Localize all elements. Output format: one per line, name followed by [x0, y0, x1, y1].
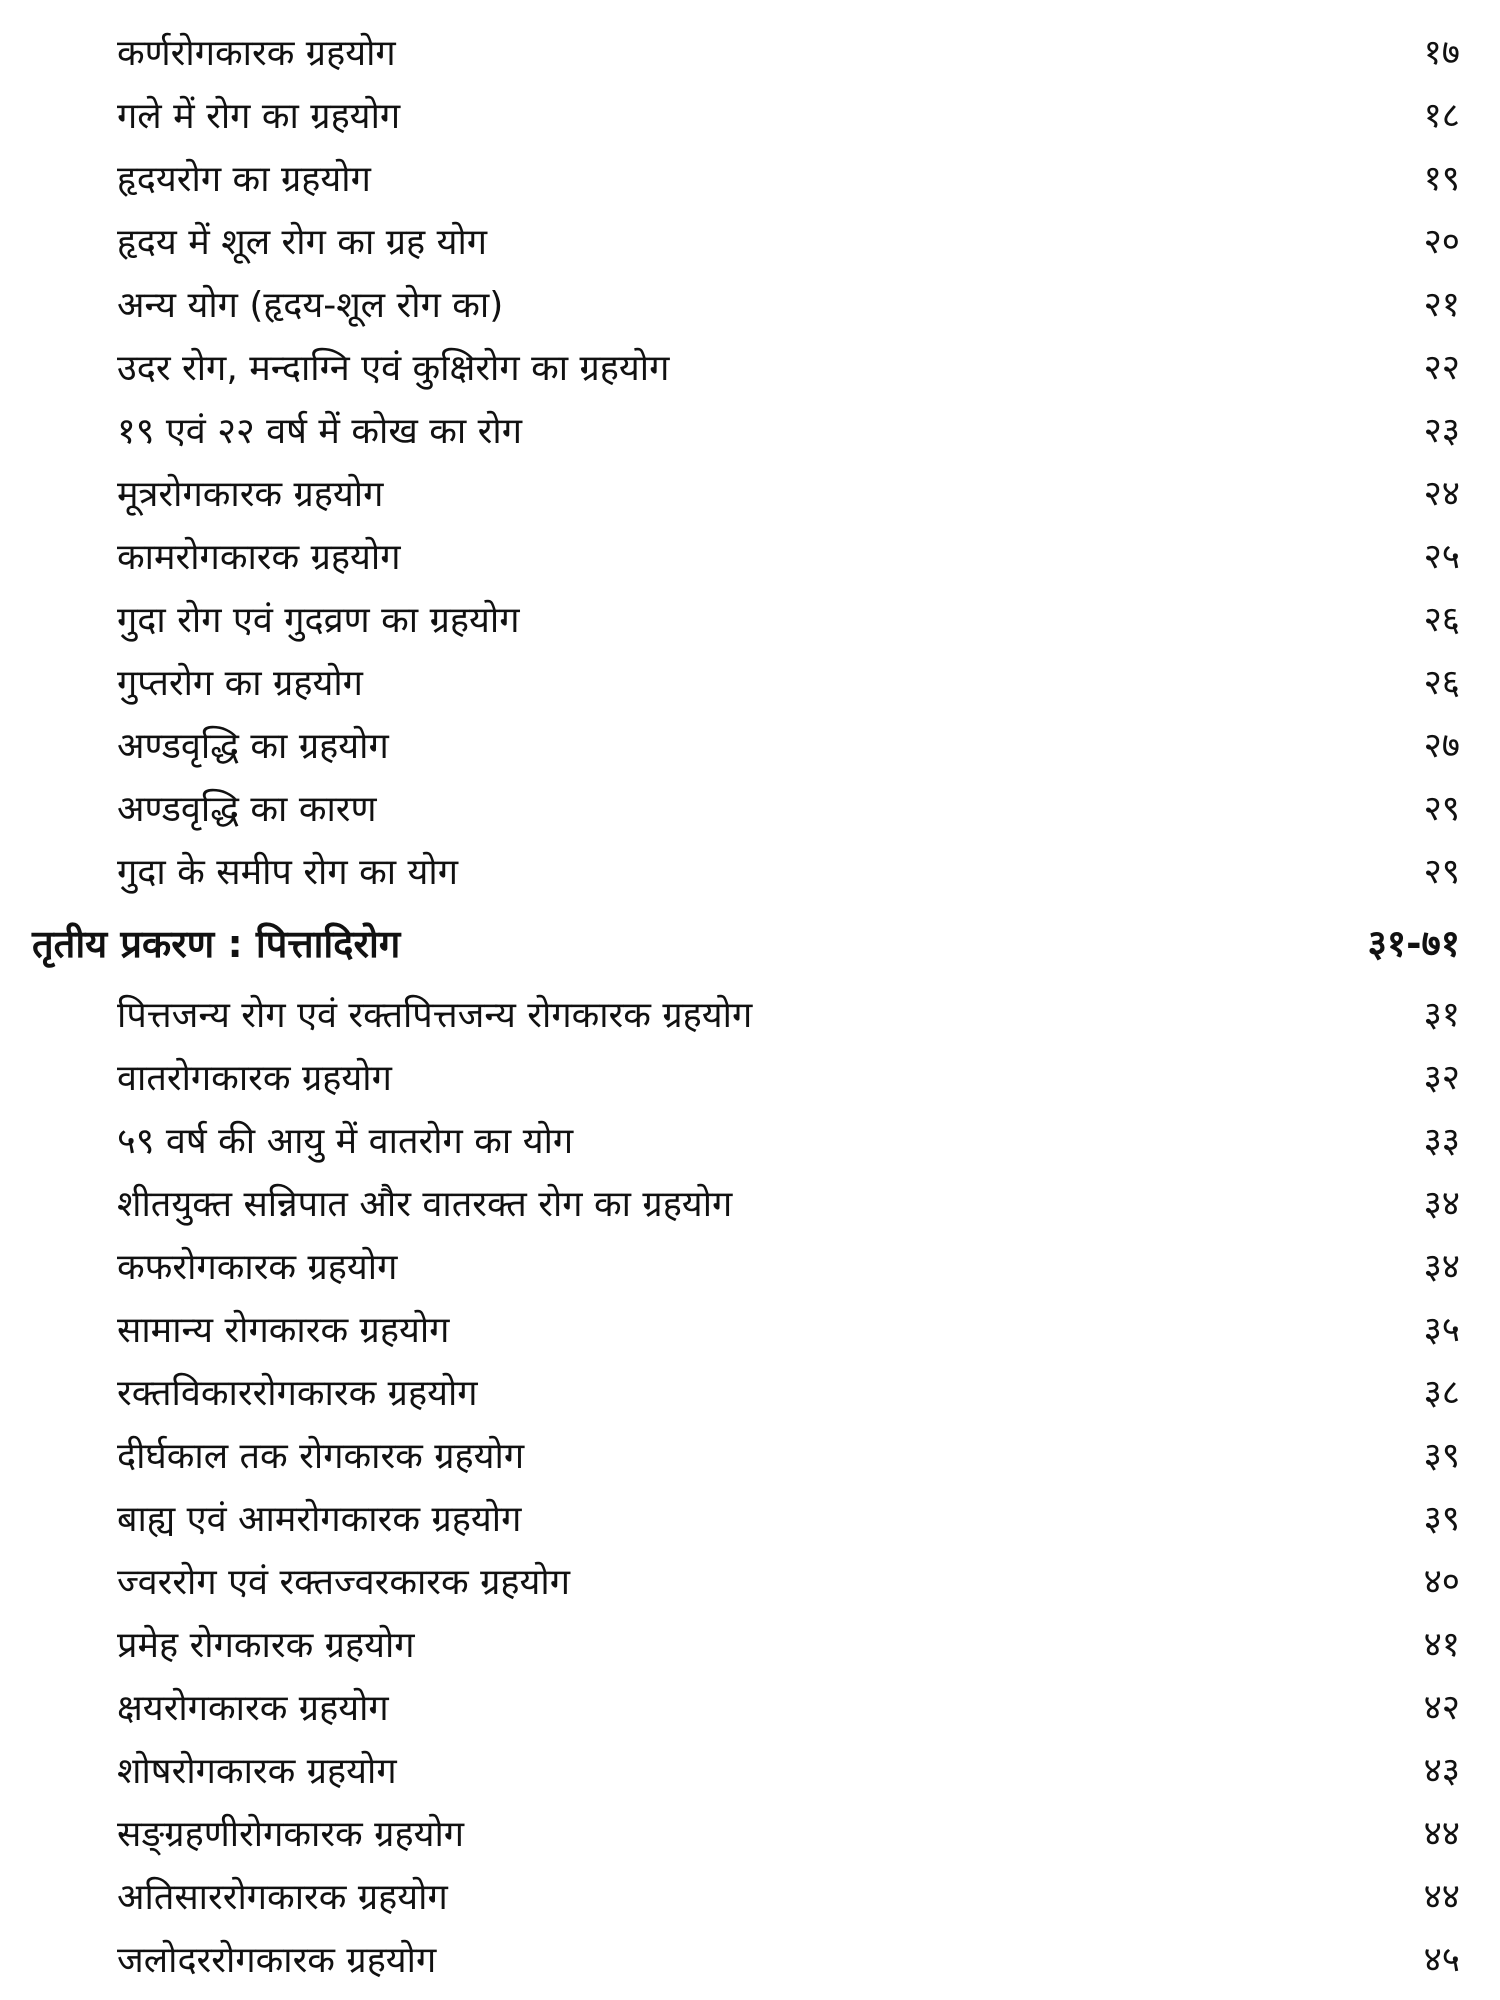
toc-entry-page: ३१ — [1423, 995, 1460, 1035]
toc-entry-title: गुप्तरोग का ग्रहयोग — [117, 663, 363, 704]
toc-entry — [0, 1551, 1500, 1614]
toc-entry-page: ४३ — [1423, 1751, 1460, 1791]
toc-entry-page: ४४ — [1423, 1877, 1460, 1917]
toc-entry-page: ४४ — [1423, 1814, 1460, 1854]
toc-entry — [0, 841, 1500, 904]
toc-entry-title: कर्णरोगकारक ग्रहयोग — [117, 33, 396, 74]
toc-entry-title: गुदा रोग एवं गुदव्रण का ग्रहयोग — [117, 600, 520, 641]
toc-entry-page: २५ — [1423, 537, 1460, 577]
toc-entry-title: प्रमेह रोगकारक ग्रहयोग — [117, 1625, 415, 1666]
toc-entry — [0, 22, 1500, 85]
toc-entry — [0, 1677, 1500, 1740]
toc-entry — [0, 148, 1500, 211]
toc-entry-title: अण्डवृद्धि का ग्रहयोग — [117, 726, 389, 767]
toc-entry — [0, 274, 1500, 337]
toc-entry-page: २९ — [1423, 789, 1460, 829]
toc-entry — [0, 337, 1500, 400]
toc-entry-title: अन्य योग (हृदय-शूल रोग का) — [117, 285, 504, 326]
toc-entry — [0, 589, 1500, 652]
toc-entry — [0, 400, 1500, 463]
toc-entry-page: २१ — [1423, 285, 1460, 325]
toc-entry-page: २९ — [1423, 852, 1460, 892]
table-of-contents — [0, 22, 1500, 1992]
toc-entry-title: कामरोगकारक ग्रहयोग — [117, 537, 401, 578]
toc-entry-title: कफरोगकारक ग्रहयोग — [117, 1247, 398, 1288]
toc-entry — [0, 1740, 1500, 1803]
toc-entry — [0, 1110, 1500, 1173]
toc-entry-page: ४२ — [1423, 1688, 1460, 1728]
toc-entry-title: क्षयरोगकारक ग्रहयोग — [117, 1688, 389, 1729]
toc-entry — [0, 526, 1500, 589]
toc-entry — [0, 715, 1500, 778]
toc-entry-title: ज्वररोग एवं रक्तज्वरकारक ग्रहयोग — [117, 1562, 571, 1603]
toc-entry — [0, 1173, 1500, 1236]
toc-entry-page: ३९ — [1423, 1499, 1460, 1539]
toc-entry-page: १८ — [1423, 96, 1460, 136]
toc-entry-page: २० — [1423, 222, 1460, 262]
toc-entry — [0, 652, 1500, 715]
toc-entry — [0, 85, 1500, 148]
toc-entry-title: दीर्घकाल तक रोगकारक ग्रहयोग — [117, 1436, 525, 1477]
toc-entry-title: शोषरोगकारक ग्रहयोग — [117, 1751, 397, 1792]
toc-entry-page: २२ — [1423, 348, 1460, 388]
toc-entry-title: हृदय में शूल रोग का ग्रह योग — [117, 222, 488, 263]
toc-entry-page: २६ — [1423, 600, 1460, 640]
toc-entry — [0, 1866, 1500, 1929]
toc-entry-title: जलोदररोगकारक ग्रहयोग — [117, 1940, 437, 1981]
section-title: तृतीय प्रकरण : पित्तादिरोग — [32, 922, 401, 966]
toc-entry-title: पित्तजन्य रोग एवं रक्तपित्तजन्य रोगकारक ग्रहयोग — [117, 995, 753, 1036]
toc-entry — [0, 211, 1500, 274]
toc-entry-title: रक्तविकाररोगकारक ग्रहयोग — [117, 1373, 478, 1414]
toc-entry-title: सामान्य रोगकारक ग्रहयोग — [117, 1310, 450, 1351]
toc-entry — [0, 1803, 1500, 1866]
toc-entry-title: हृदयरोग का ग्रहयोग — [117, 159, 371, 200]
toc-entry-page: ३४ — [1423, 1247, 1460, 1287]
toc-entry — [0, 778, 1500, 841]
toc-entry — [0, 984, 1500, 1047]
toc-entry-title: उदर रोग, मन्दाग्नि एवं कुक्षिरोग का ग्रहयोग — [117, 348, 670, 389]
toc-entry-title: अण्डवृद्धि का कारण — [117, 789, 377, 830]
toc-entry-page: ३५ — [1423, 1310, 1460, 1350]
toc-entry-page: १७ — [1423, 33, 1460, 73]
toc-entry — [0, 1299, 1500, 1362]
toc-entry-page: ३३ — [1423, 1121, 1460, 1161]
section-page-range: ३१-७१ — [1367, 922, 1460, 965]
toc-entry — [0, 1047, 1500, 1110]
toc-entry — [0, 1425, 1500, 1488]
toc-entry-title: सङ्ग्रहणीरोगकारक ग्रहयोग — [117, 1814, 465, 1855]
toc-section-heading — [0, 904, 1500, 984]
toc-entry-title: शीतयुक्त सन्निपात और वातरक्त रोग का ग्रहयोग — [117, 1184, 733, 1225]
toc-entry-title: वातरोगकारक ग्रहयोग — [117, 1058, 392, 1099]
toc-entry-page: ३८ — [1423, 1373, 1460, 1413]
toc-entry — [0, 463, 1500, 526]
toc-entry-page: ४१ — [1423, 1625, 1460, 1665]
toc-entry — [0, 1614, 1500, 1677]
toc-entry-page: ३२ — [1423, 1058, 1460, 1098]
toc-entry — [0, 1236, 1500, 1299]
toc-entry-page: ३९ — [1423, 1436, 1460, 1476]
toc-entry — [0, 1929, 1500, 1992]
toc-entry-page: २७ — [1423, 726, 1460, 766]
toc-entry-page: ३४ — [1423, 1184, 1460, 1224]
toc-entry — [0, 1362, 1500, 1425]
toc-entry-title: बाह्य एवं आमरोगकारक ग्रहयोग — [117, 1499, 522, 1540]
toc-entry-page: २६ — [1423, 663, 1460, 703]
toc-entry — [0, 1488, 1500, 1551]
toc-entry-title: अतिसाररोगकारक ग्रहयोग — [117, 1877, 448, 1918]
toc-entry-page: ४० — [1423, 1562, 1460, 1602]
toc-entry-title: गले में रोग का ग्रहयोग — [117, 96, 401, 137]
toc-entry-page: ४५ — [1423, 1940, 1460, 1980]
toc-entry-title: गुदा के समीप रोग का योग — [117, 852, 458, 893]
toc-entry-title: मूत्ररोगकारक ग्रहयोग — [117, 474, 384, 515]
toc-entry-page: १९ — [1423, 159, 1460, 199]
toc-entry-page: २४ — [1423, 474, 1460, 514]
toc-entry-page: २३ — [1423, 411, 1460, 451]
toc-entry-title: ५९ वर्ष की आयु में वातरोग का योग — [117, 1121, 574, 1162]
toc-entry-title: १९ एवं २२ वर्ष में कोख का रोग — [117, 411, 522, 452]
